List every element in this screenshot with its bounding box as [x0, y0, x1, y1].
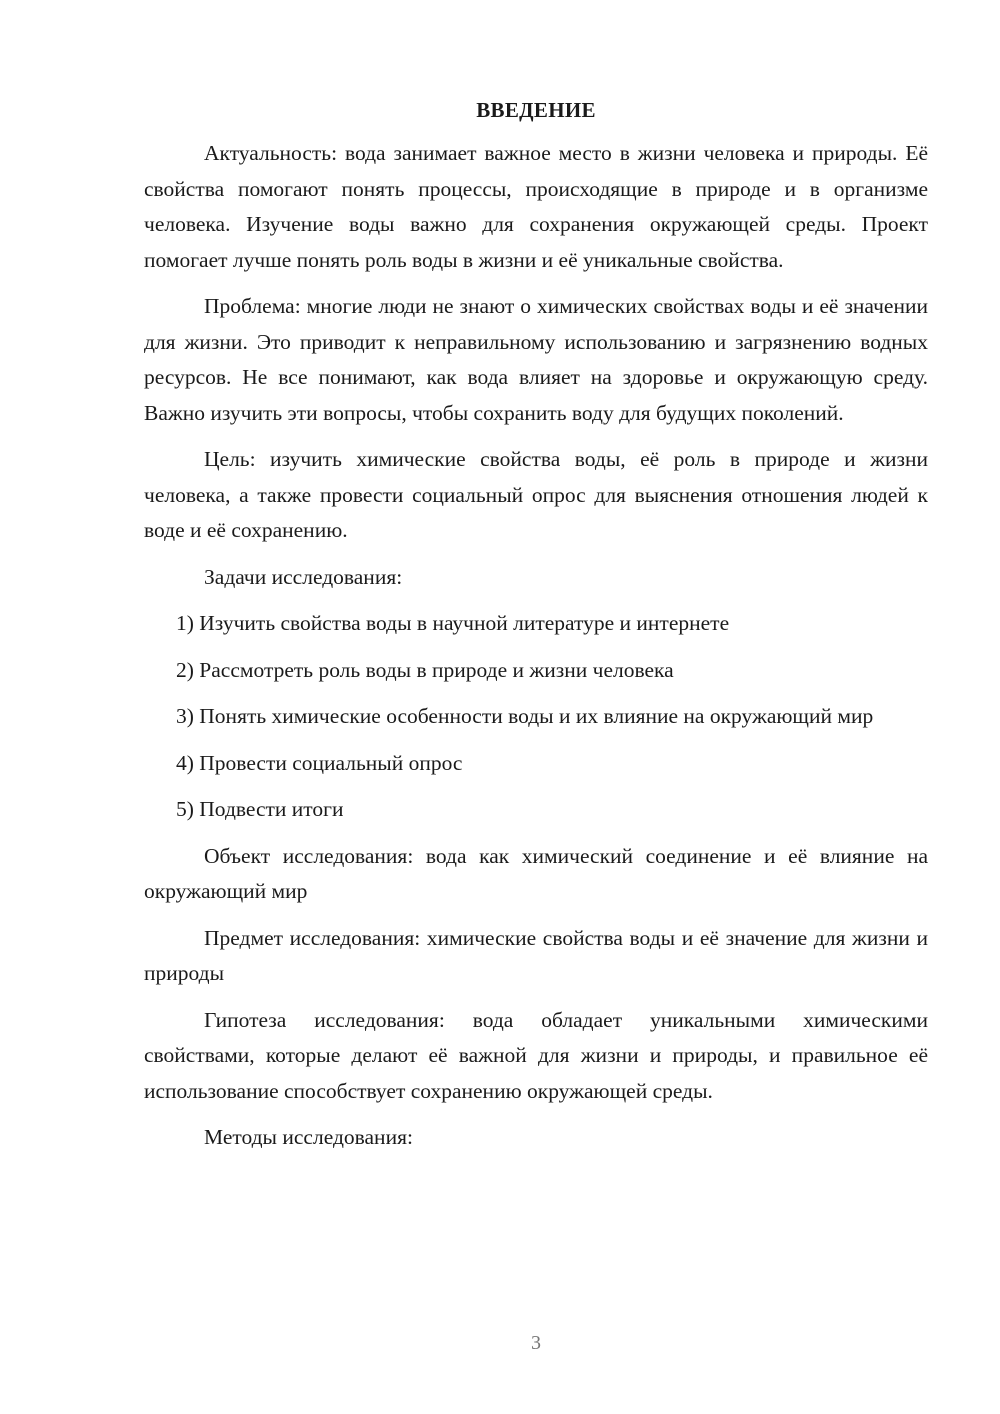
goal-paragraph: Цель: изучить химические свойства воды, её роль в природе и жизни человека, а также провести социальный опрос для выяснения отношения людей к воде и её сохранению.	[144, 447, 928, 542]
object-paragraph: Объект исследования: вода как химический соединение и её влияние на окружающий мир	[144, 843, 928, 903]
hypothesis-paragraph: Гипотеза исследования: вода обладает уникальными химическими свойствами, которые делают её важной для жизни и природы, и правильное её использование способствует сохранению окружающей среды.	[144, 1007, 928, 1103]
task-item: 4) Провести социальный опрос	[176, 750, 463, 775]
task-item: 1) Изучить свойства воды в научной литературе и интернете	[176, 611, 730, 635]
tasks-heading: Задачи исследования:	[204, 564, 403, 589]
page-number: 3	[531, 1332, 541, 1354]
section-title: ВВЕДЕНИЕ	[476, 98, 596, 122]
subject-paragraph: Предмет исследования: химические свойства воды и её значение для жизни и природы	[144, 925, 928, 985]
task-item: 5) Подвести итоги	[176, 797, 344, 821]
task-item: 2) Рассмотреть роль воды в природе и жизни человека	[176, 657, 674, 682]
task-item: 3) Понять химические особенности воды и их влияние на окружающий мир	[176, 704, 874, 728]
relevance-paragraph: Актуальность: вода занимает важное место в жизни человека и природы. Её свойства помогают понять процессы, происходящие в природе и в организме человека. Изучение воды важно для сохранения окружающей среды. Проект помогает лучше понять роль воды в жизни и её уникальные свойства.	[144, 141, 928, 272]
methods-heading: Методы исследования:	[204, 1125, 413, 1149]
problem-paragraph: Проблема: многие люди не знают о химических свойствах воды и её значении для жизни. Это приводит к неправильному использованию и загрязнению водных ресурсов. Не все понимают, как вода влияет на здоровье и окружающую среду. Важно изучить эти вопросы, чтобы сохранить воду для будущих поколений.	[144, 294, 928, 425]
document-page	[144, 96, 928, 1167]
